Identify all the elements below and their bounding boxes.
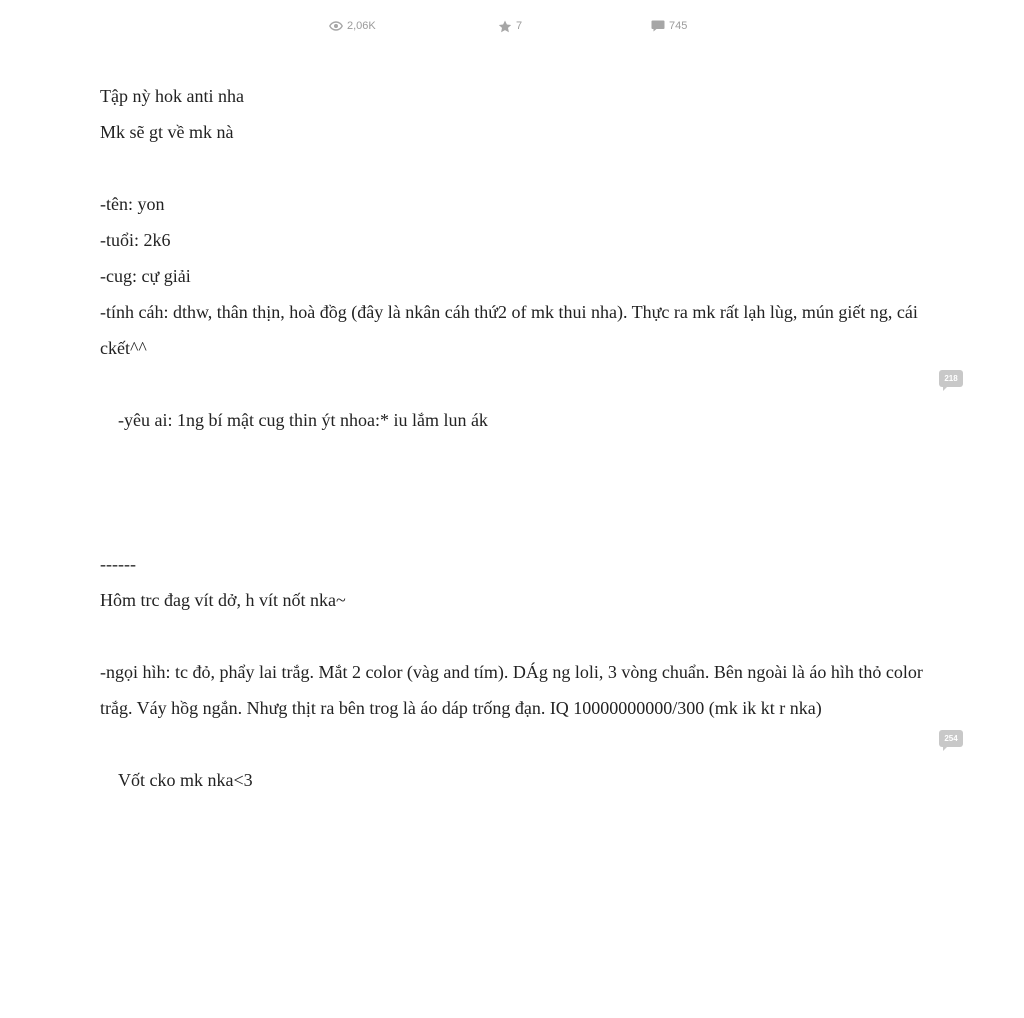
paragraph: Tập nỳ hok anti nha <box>100 86 244 106</box>
paragraph: -tên: yon <box>100 194 165 214</box>
paragraph: -tuổi: 2k6 <box>100 230 171 250</box>
blank-paragraph <box>100 150 924 186</box>
paragraph: ------ <box>100 554 136 574</box>
paragraph: Mk sẽ gt về mk nà <box>100 122 234 142</box>
paragraph: -tính cáh: dthw, thân thịn, hoà đồg (đây là nkân cáh thứ2 of mk thui nha). Thực ra mk rất lạh lùg, mún giết ng, cái ckết^^ <box>100 302 923 358</box>
paragraph: -cug: cự giải <box>100 266 191 286</box>
inline-comment-count: 218 <box>944 374 958 383</box>
reads-count: 2,06K <box>347 20 376 32</box>
paragraph: -ngọi hìh: tc đỏ, phẩy lai trắg. Mắt 2 color (vàg and tím). DÁg ng loli, 3 vòng chuẩn. Bên ngoài là áo hìh thỏ color trắg. Váy hồg ngắn. Nhưg thịt ra bên trog là áo dáp trống đạn. IQ 10000000000/300 (mk ik kt r nka) <box>100 662 928 718</box>
story-text <box>100 78 958 870</box>
paragraph: Hôm trc đag vít dở, h vít nốt nka~ <box>100 590 346 610</box>
eye-icon <box>329 21 343 31</box>
votes-count: 7 <box>516 20 523 32</box>
inline-comment-button[interactable] <box>939 730 963 752</box>
inline-comment-button[interactable] <box>939 370 963 392</box>
votes-stat <box>498 18 522 34</box>
comments-stat <box>651 18 687 34</box>
star-icon <box>498 20 512 33</box>
paragraph-with-comments <box>100 726 958 870</box>
paragraph-with-comments <box>100 366 958 510</box>
story-stats-bar <box>0 18 1024 34</box>
reads-stat <box>329 18 376 34</box>
blank-paragraph <box>100 618 924 654</box>
comment-icon <box>651 20 665 32</box>
blank-paragraph <box>100 510 924 546</box>
paragraph-text: -yêu ai: 1ng bí mật cug thin ýt nhoa:* iu lắm lun ák <box>118 410 488 430</box>
comments-count: 745 <box>669 20 688 32</box>
inline-comment-count: 254 <box>944 734 958 743</box>
paragraph-text: Vốt cko mk nka<3 <box>118 770 253 790</box>
